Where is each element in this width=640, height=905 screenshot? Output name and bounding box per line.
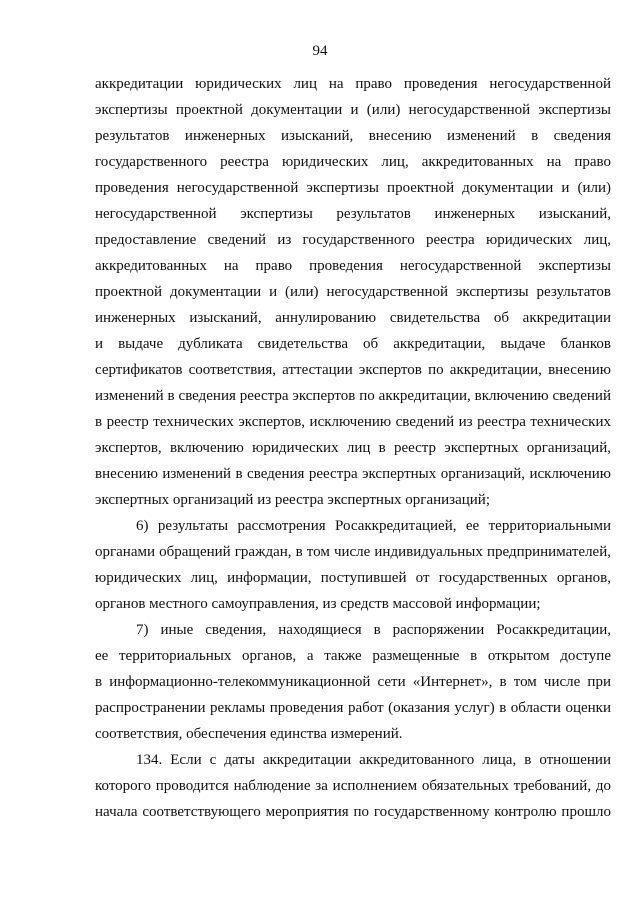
- text-line: ее территориальных органов, а также размещенные в открытом доступе: [95, 648, 611, 664]
- text-line: аккредитации юридических лиц на право проведения негосударственной: [95, 76, 611, 92]
- paragraph-item-6: [95, 513, 611, 617]
- text-line: юридических лиц, информации, поступившей от государственных органов,: [95, 570, 611, 586]
- text-line: соответствия, обеспечения единства измерений.: [95, 726, 403, 742]
- text-line: государственного реестра юридических лиц, аккредитованных на право: [95, 154, 611, 170]
- text-line: сертификатов соответствия, аттестации экспертов по аккредитации, внесению: [95, 362, 611, 378]
- paragraph-clause-134: [95, 747, 611, 825]
- text-line: инженерных изысканий, аннулированию свидетельства об аккредитации: [95, 310, 611, 326]
- text-line: экспертных организаций из реестра экспертных организаций;: [95, 492, 490, 508]
- text-line: экспертизы проектной документации и (или) негосударственной экспертизы: [95, 102, 611, 118]
- text-line: распространении рекламы проведения работ (оказания услуг) в области оценки: [95, 700, 611, 716]
- text-line: и выдаче дубликата свидетельства об аккредитации, выдаче бланков: [95, 336, 611, 352]
- text-line: 134. Если с даты аккредитации аккредитованного лица, в отношении: [136, 752, 611, 768]
- text-line: в информационно-телекоммуникационной сети «Интернет», в том числе при: [95, 674, 611, 690]
- text-line: проведения негосударственной экспертизы проектной документации и (или): [95, 180, 611, 196]
- text-line: в реестр технических экспертов, исключению сведений из реестра технических: [95, 414, 611, 430]
- text-line: внесению изменений в сведения реестра экспертных организаций, исключению: [95, 466, 611, 482]
- text-line: органами обращений граждан, в том числе индивидуальных предпринимателей,: [95, 544, 611, 560]
- text-line: 7) иные сведения, находящиеся в распоряжении Росаккредитации,: [136, 622, 611, 638]
- paragraph-1: [95, 71, 611, 513]
- text-line: начала соответствующего мероприятия по государственному контролю прошло: [95, 804, 611, 820]
- text-line: негосударственной экспертизы результатов инженерных изысканий,: [95, 206, 611, 222]
- text-line: экспертов, включению юридических лиц в реестр экспертных организаций,: [95, 440, 611, 456]
- text-line: проектной документации и (или) негосударственной экспертизы результатов: [95, 284, 611, 300]
- paragraph-item-7: [95, 617, 611, 747]
- text-line: предоставление сведений из государственного реестра юридических лиц,: [95, 232, 611, 248]
- text-line: которого проводится наблюдение за исполнением обязательных требований, до: [95, 778, 611, 794]
- text-line: аккредитованных на право проведения негосударственной экспертизы: [95, 258, 611, 274]
- text-line: изменений в сведения реестра экспертов по аккредитации, включению сведений: [95, 388, 611, 404]
- text-line: 6) результаты рассмотрения Росаккредитацией, ее территориальными: [136, 518, 611, 534]
- text-line: органов местного самоуправления, из средств массовой информации;: [95, 596, 541, 612]
- text-line: результатов инженерных изысканий, внесению изменений в сведения: [95, 128, 611, 144]
- page-number: 94: [312, 43, 328, 59]
